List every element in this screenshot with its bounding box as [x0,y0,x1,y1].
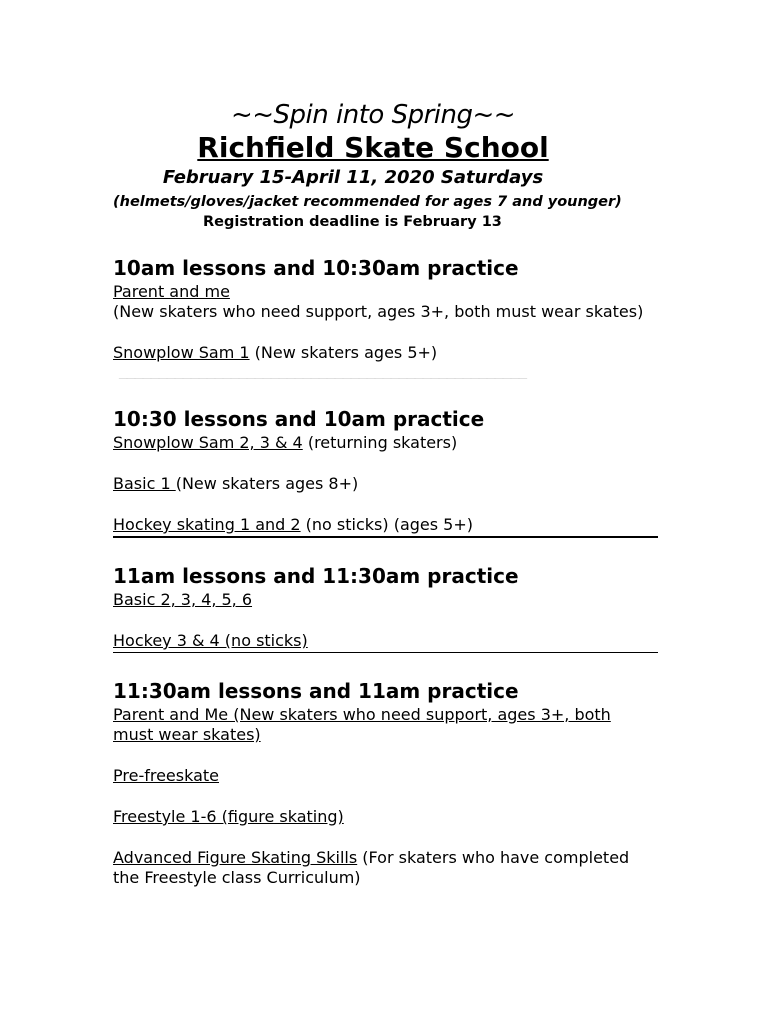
class-name: Freestyle 1-6 (figure skating) [113,807,344,826]
class-name: Basic 2, 3, 4, 5, 6 [113,590,253,609]
class-name: Parent and me [113,282,230,301]
class-name: Pre-freeskate [113,766,219,785]
list-item [113,590,673,610]
list-item [113,807,673,827]
registration-deadline: Registration deadline is February 13 [203,214,502,230]
list-item [113,343,673,363]
class-name: Snowplow Sam 2, 3 & 4 [113,433,303,452]
class-description: (no sticks) (ages 5+) [300,515,473,534]
safety-note: (helmets/gloves/jacket recommended for ages 7 and younger) [113,194,622,210]
class-name: Snowplow Sam 1 [113,343,250,362]
section-heading-3: 11am lessons and 11:30am practice [113,564,519,588]
list-item [113,766,673,786]
class-description: (New skaters ages 8+) [175,474,359,493]
list-item [113,474,673,494]
section-heading-2: 10:30 lessons and 10am practice [113,407,485,431]
list-item [113,282,673,302]
list-item [113,302,673,322]
class-description: (New skaters who need support, ages 3+, both must wear skates) [113,302,644,321]
title-script: ~~Spin into Spring~~ [230,100,516,130]
dates: February 15-April 11, 2020 Saturdays [162,167,544,188]
class-name: Parent and Me (New skaters who need support, ages 3+, both must wear skates) [113,705,611,744]
document-page [113,98,673,888]
list-item [113,433,673,453]
class-description: (returning skaters) [302,433,458,452]
list-item [113,631,658,653]
section-heading-4: 11:30am lessons and 11am practice [113,679,519,703]
separator-line: ___________________________________________________ [119,363,527,379]
class-description: (For skaters who have completed the Freestyle class Curriculum) [113,848,630,887]
list-item [113,515,658,538]
class-name: Advanced Figure Skating Skills [113,848,358,867]
class-name: Hockey 3 & 4 (no sticks) [113,631,308,650]
class-name: Basic 1 [113,474,176,493]
section-heading-1: 10am lessons and 10:30am practice [113,256,519,280]
title-main: Richfield Skate School [197,131,549,164]
class-name: Hockey skating 1 and 2 [113,515,301,534]
list-item [113,705,633,745]
list-item [113,848,653,888]
class-description: (New skaters ages 5+) [249,343,438,362]
